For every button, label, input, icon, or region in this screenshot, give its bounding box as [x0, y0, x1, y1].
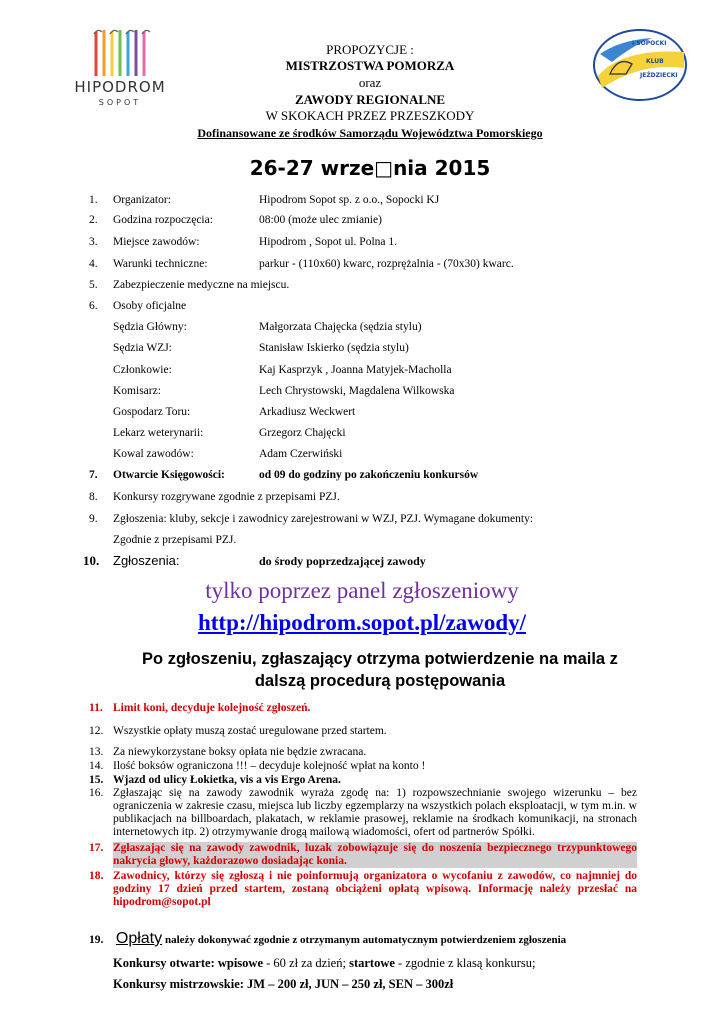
official-name: Lech Chrystowski, Magdalena Wilkowska: [259, 385, 455, 397]
hipodrom-logo-sub: SOPOT: [98, 98, 142, 107]
official-name: Kaj Kasprzyk , Joanna Matyjek-Macholla: [259, 364, 452, 376]
list-item: [89, 870, 637, 909]
official-name: Arkadiusz Weckwert: [259, 406, 356, 418]
header-propozycje: PROPOZYCJE :: [326, 42, 414, 57]
official-name: Małgorzata Chajęcka (sędzia stylu): [259, 321, 422, 333]
item-text: Zgłoszenia: kluby, sekcje i zawodnicy zarejestrowani w WZJ, PZJ. Wymagane dokumenty:: [113, 513, 534, 525]
header-zawody: ZAWODY REGIONALNE: [294, 92, 446, 107]
item-label: Warunki techniczne:: [113, 258, 208, 270]
official-role: Kowal zawodów:: [113, 448, 194, 460]
item-value: do środy poprzedzającej zawody: [259, 554, 426, 568]
item-text: Konkursy rozgrywane zgodnie z przepisami PZJ.: [113, 491, 340, 503]
item-label: Organizator:: [113, 194, 171, 206]
item-number: 4.: [89, 258, 98, 270]
item-label: Godzina rozpoczęcia:: [113, 214, 213, 226]
header-mistrzostwa: MISTRZOSTWA POMORZA: [285, 58, 455, 73]
item-number: 12.: [89, 725, 104, 737]
item-text: Wszystkie opłaty muszą zostać uregulowane przed startem.: [113, 725, 387, 737]
item-text: Zgodnie z przepisami PZJ.: [113, 534, 237, 546]
item-number: 17.: [89, 842, 104, 854]
item-text: Zgłaszając się na zawody zawodnik, luzak zobowiązuje się do noszenia bezpiecznego trzypunktowego nakrycia głowy, każdorazowo dosiadając konia.: [113, 842, 637, 867]
item-label: Miejsce zawodów:: [113, 236, 200, 248]
item-number: 19.: [89, 934, 104, 946]
confirmation-line2: dalszą procedurą postępowania: [254, 672, 506, 690]
item-text: Zgłaszając się na zawody zawodnik wyraża zgodę na: 1) rozpowszechnianie swojego wizerunku – bez ograniczenia w zakresie czasu, miejsca lub liczby egzemplarzy na wszystkich polach eksploatacji, w tym m.in. w publikacjach na billboardach, plakatach, w reklamie prasowej, reklamie na środkach komunikacji, na stronach internetowych itp. 2) otrzymywanie drogą mailową wiadomości, ofert od partnerów Spółki.: [113, 787, 637, 838]
fees-championship: Konkursy mistrzowskie: JM – 200 zł, JUN – 250 zł, SEN – 300zł: [113, 977, 454, 991]
item-number: 13.: [89, 746, 104, 758]
item-number: 5.: [89, 279, 98, 291]
item-value: od 09 do godziny po zakończeniu konkursów: [259, 469, 479, 481]
item-title: Opłaty: [115, 930, 163, 947]
official-role: Sędzia WZJ:: [113, 342, 172, 354]
official-role: Sędzia Główny:: [113, 321, 187, 333]
item-number: 3.: [89, 236, 98, 248]
item-label: Zabezpieczenie medyczne na miejscu.: [113, 279, 290, 291]
item-number: 8.: [89, 491, 98, 503]
fees-start-label: startowe: [349, 956, 395, 970]
header-oraz: oraz: [358, 75, 382, 90]
item-number: 1.: [89, 194, 98, 206]
official-role: Gospodarz Toru:: [113, 406, 191, 418]
item-value: Hipodrom , Sopot ul. Polna 1.: [259, 236, 398, 248]
item-text: Wjazd od ulicy Łokietka, vis a vis Ergo Arena.: [113, 774, 341, 786]
panel-notice: tylko poprzez panel zgłoszeniowy: [205, 578, 519, 603]
item-number: 9.: [89, 513, 98, 525]
list-item: [89, 930, 649, 948]
item-label: Zgłoszenia:: [113, 553, 180, 568]
item-number: 7.: [89, 469, 98, 481]
item-text: Zawodnicy, którzy się zgłoszą i nie poinformują organizatora o wycofaniu z zawodów, co najmniej do godziny 17 dzień przed startem, zostaną obciążeni opłatą wpisową. Informację należy przesłać na hipodrom@sopot.pl: [113, 870, 637, 908]
sopocki-kj-line1: I SOPOCKI: [632, 40, 667, 47]
registration-link[interactable]: http://hipodrom.sopot.pl/zawody/: [197, 610, 527, 635]
fees-open-label: Konkursy otwarte: wpisowe: [113, 956, 263, 970]
item-value: parkur - (110x60) kwarc, rozprężalnia - (70x30) kwarc.: [259, 258, 514, 270]
official-name: Grzegorz Chajęcki: [259, 427, 346, 439]
item-label: Osoby oficjalne: [113, 300, 187, 312]
item-number: 10.: [83, 553, 100, 568]
item-label: Otwarcie Księgowości:: [113, 469, 225, 481]
fees-start-value: - zgodnie z klasą konkursu;: [394, 956, 536, 970]
confirmation-line1: Po zgłoszeniu, zgłaszający otrzyma potwierdzenie na maila z: [142, 650, 618, 668]
official-role: Członkowie:: [113, 364, 172, 376]
sopocki-kj-line3: JEŹDZIECKI: [640, 72, 678, 79]
header-skoki: W SKOKACH PRZEZ PRZESZKODY: [265, 108, 475, 123]
list-item: [89, 787, 637, 839]
item-text: należy dokonywać zgodnie z otrzymanym automatycznym potwierdzeniem zgłoszenia: [165, 934, 567, 946]
official-name: Stanisław Iskierko (sędzia stylu): [259, 342, 409, 354]
item-value: Hipodrom Sopot sp. z o.o., Sopocki KJ: [259, 194, 440, 206]
fees-open: [113, 956, 536, 971]
official-role: Komisarz:: [113, 385, 161, 397]
item-number: 15.: [89, 774, 104, 786]
sopocki-kj-logo: [592, 28, 688, 102]
header-funding: Dofinansowane ze środków Samorządu Województwa Pomorskiego: [197, 126, 543, 140]
fees-open-value: - 60 zł za dzień;: [263, 956, 350, 970]
item-value: 08:00 (może ulec zmianie): [259, 214, 382, 226]
list-item: [89, 842, 637, 868]
item-text: Ilość boksów ograniczona !!! – decyduje kolejność wpłat na konto !: [113, 760, 426, 772]
item-number: 11.: [89, 702, 103, 714]
hipodrom-logo-name: HIPODROM: [74, 78, 166, 96]
hipodrom-logo-icon: [60, 26, 180, 78]
item-number: 18.: [89, 870, 104, 882]
item-text: Za niewykorzystane boksy opłata nie będzie zwracana.: [113, 746, 367, 758]
hipodrom-logo: [60, 26, 180, 106]
item-number: 14.: [89, 760, 104, 772]
item-number: 2.: [89, 214, 98, 226]
official-role: Lekarz weterynarii:: [113, 427, 204, 439]
item-number: 6.: [89, 300, 98, 312]
event-date: 26-27 wrze□nia 2015: [249, 156, 491, 180]
item-number: 16.: [89, 787, 104, 799]
item-text: Limit koni, decyduje kolejność zgłoszeń.: [113, 702, 311, 714]
sopocki-kj-line2: KLUB: [646, 58, 664, 65]
official-name: Adam Czerwiński: [259, 448, 343, 460]
